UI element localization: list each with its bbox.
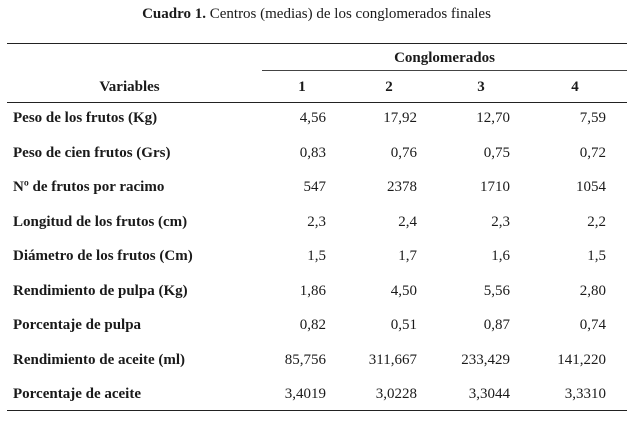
column-header-1: 1 <box>298 79 306 95</box>
cell-value: 311,667 <box>368 352 417 368</box>
cell-value: 0,51 <box>390 317 417 333</box>
cell-value: 0,87 <box>483 317 510 333</box>
cell-value: 2,4 <box>398 214 417 230</box>
cell-value: 0,76 <box>390 145 417 161</box>
cell-value: 4,56 <box>299 110 326 126</box>
table-row <box>0 315 633 335</box>
row-label: Peso de los frutos (Kg) <box>13 110 158 126</box>
cell-value: 2,3 <box>491 214 510 230</box>
group-header: Conglomerados <box>394 50 495 66</box>
cell-value: 0,75 <box>483 145 510 161</box>
cell-value: 2,3 <box>307 214 326 230</box>
group-rule <box>262 70 627 71</box>
cell-value: 12,70 <box>476 110 510 126</box>
cell-value: 1,86 <box>299 283 326 299</box>
row-label: Porcentaje de aceite <box>13 386 141 402</box>
cell-value: 85,756 <box>284 352 326 368</box>
row-label: Longitud de los frutos (cm) <box>13 214 188 230</box>
row-label: Diámetro de los frutos (Cm) <box>13 248 193 264</box>
cell-value: 0,72 <box>579 145 606 161</box>
row-label: Peso de cien frutos (Grs) <box>13 145 171 161</box>
row-label: Rendimiento de pulpa (Kg) <box>13 283 188 299</box>
cell-value: 2378 <box>387 179 417 195</box>
cell-value: 3,3044 <box>468 386 510 402</box>
cell-value: 3,4019 <box>284 386 326 402</box>
cell-value: 4,50 <box>390 283 417 299</box>
cell-value: 233,429 <box>461 352 510 368</box>
column-header-4: 4 <box>571 79 579 95</box>
table-row <box>0 143 633 163</box>
cell-value: 0,83 <box>299 145 326 161</box>
table-row <box>0 177 633 197</box>
cell-value: 0,82 <box>299 317 326 333</box>
row-label: Rendimiento de aceite (ml) <box>13 352 186 368</box>
table-row <box>0 108 633 128</box>
top-rule <box>7 43 627 44</box>
cell-value: 1,5 <box>307 248 326 264</box>
row-label: Porcentaje de pulpa <box>13 317 142 333</box>
cell-value: 547 <box>303 179 326 195</box>
cell-value: 141,220 <box>557 352 606 368</box>
header-rule <box>7 102 627 103</box>
caption-label: Cuadro 1. <box>142 6 206 22</box>
cell-value: 17,92 <box>383 110 417 126</box>
cell-value: 1054 <box>576 179 606 195</box>
bottom-rule <box>7 410 627 411</box>
row-label: Nº de frutos por racimo <box>13 179 165 195</box>
cell-value: 0,74 <box>579 317 606 333</box>
table-row <box>0 350 633 370</box>
column-header-2: 2 <box>385 79 393 95</box>
cell-value: 1,6 <box>491 248 510 264</box>
cell-value: 1,5 <box>587 248 606 264</box>
table-row <box>0 246 633 266</box>
cell-value: 3,0228 <box>375 386 417 402</box>
cell-value: 2,2 <box>587 214 606 230</box>
table-caption <box>0 5 633 23</box>
caption-text: Centros (medias) de los conglomerados finales <box>209 6 491 22</box>
column-header-3: 3 <box>477 79 485 95</box>
cell-value: 3,3310 <box>564 386 606 402</box>
table-row <box>0 384 633 404</box>
variables-header: Variables <box>99 79 160 95</box>
cell-value: 1,7 <box>398 248 417 264</box>
cell-value: 5,56 <box>483 283 510 299</box>
table-row <box>0 212 633 232</box>
cell-value: 7,59 <box>579 110 606 126</box>
table-row <box>0 281 633 301</box>
cell-value: 1710 <box>480 179 510 195</box>
cell-value: 2,80 <box>579 283 606 299</box>
